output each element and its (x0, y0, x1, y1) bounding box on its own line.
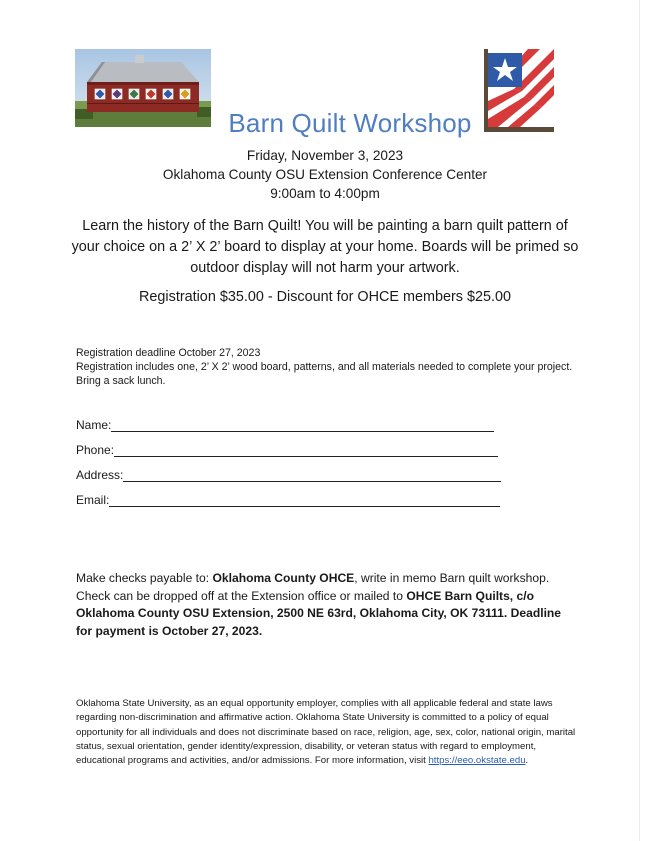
eeo-end: . (525, 755, 529, 767)
event-time: 9:00am to 4:00pm (270, 186, 380, 201)
email-field-line[interactable] (109, 494, 500, 507)
payment-middle: , write in memo Barn quilt workshop. Check can be dropped off at the Extension office or mailed to (76, 571, 550, 603)
address-field-label: Address: (76, 468, 124, 482)
name-field[interactable] (76, 418, 494, 432)
name-field-line[interactable] (111, 419, 494, 432)
registration-details (76, 346, 576, 388)
registration-includes: Registration includes one, 2’ X 2’ wood board, patterns, and all materials needed to complete your project. Bring a sack lunch. (76, 361, 573, 387)
event-date: Friday, November 3, 2023 (246, 148, 404, 163)
email-field-label: Email: (76, 493, 110, 507)
eeo-statement (76, 697, 576, 768)
payment-payee: Oklahoma County OHCE (212, 571, 355, 585)
name-field-label: Name: (76, 418, 112, 432)
phone-field[interactable] (76, 443, 498, 457)
scan-edge-divider (639, 0, 640, 841)
event-info (0, 146, 650, 203)
phone-field-line[interactable] (114, 444, 498, 457)
eeo-link[interactable]: https://eeo.okstate.edu (428, 755, 526, 767)
payment-address: OHCE Barn Quilts, c/o Oklahoma County OSU Extension, 2500 NE 63rd, Oklahoma City, OK 73111. Deadline for payment is October 27, 2023. (76, 588, 562, 638)
registration-deadline: Registration deadline October 27, 2023 (76, 347, 261, 359)
phone-field-label: Phone: (76, 443, 115, 457)
email-field[interactable] (76, 493, 500, 507)
eeo-text: Oklahoma State University, as an equal opportunity employer, complies with all applicable federal and state laws regarding non-discrimination and affirmative action. Oklahoma State University is committed to a policy of equal opportunity for all individuals and does not discriminate based on race, religion, age, sex, color, national origin, marital status, sexual orientation, gender identity/expression, disability, or veteran status with regard to employment, educational programs and activities, and/or admissions. For more information, visit (76, 698, 576, 767)
intro-paragraph: Learn the history of the Barn Quilt! You will be painting a barn quilt pattern of your choice on a 2’ X 2’ board to display at your home. Boards will be primed so outdoor display will not harm your artwork. (71, 218, 579, 276)
event-location: Oklahoma County OSU Extension Conference Center (162, 167, 488, 182)
address-field-line[interactable] (123, 469, 501, 482)
address-field[interactable] (76, 468, 501, 482)
page-title: Barn Quilt Workshop (228, 108, 472, 138)
payment-instructions (76, 570, 566, 640)
payment-intro: Make checks payable to: (76, 571, 213, 585)
pricing-text: Registration $35.00 - Discount for OHCE members $25.00 (139, 289, 511, 305)
